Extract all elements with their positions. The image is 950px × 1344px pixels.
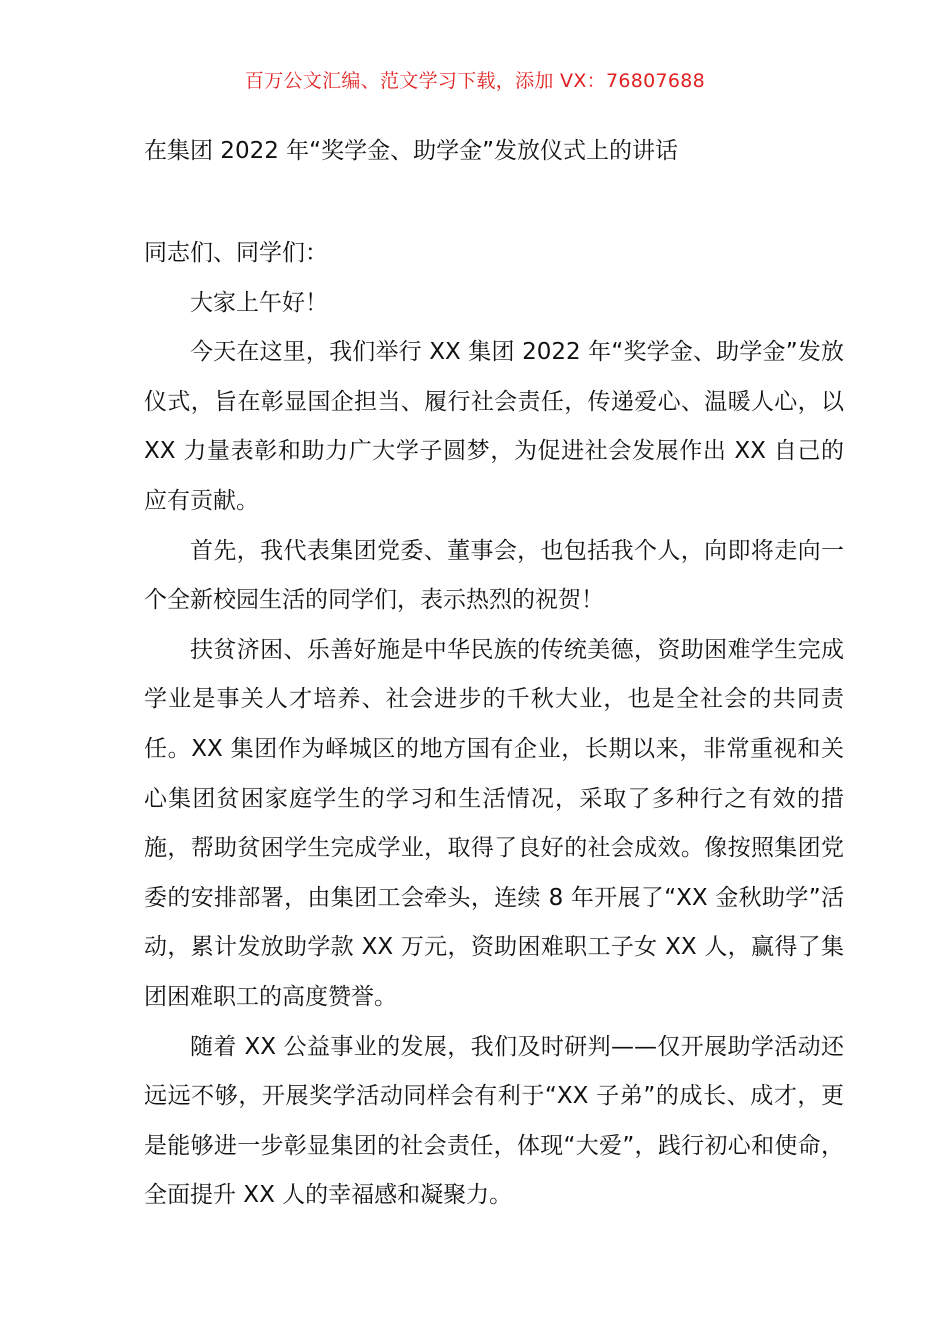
paragraph-greeting: 大家上午好！ [190, 289, 328, 316]
salutation: 同志们、同学们： [144, 240, 328, 266]
document-body [144, 229, 844, 1221]
paragraph-background: 扶贫济困、乐善好施是中华民族的传统美德，资助困难学生完成学业是事关人才培养、社会进步的千秋大业，也是全社会的共同责任。XX 集团作为峄城区的地方国有企业，长期以来，非常重视和关心集团贫困家庭学生的学习和生活情况，采取了多种行之有效的措施，帮助贫困学生完成学业，取得了良好的社会成效。像按照集团党委的安排部署，由集团工会牵头，连续 8 年开展了“XX 金秋助学”活动，累计发放助学款 XX 万元，资助困难职工子女 XX 人，赢得了集团困难职工的高度赞誉。 [144, 636, 844, 1010]
header-watermark-note: 百万公文汇编、范文学习下载，添加 VX：76807688 [244, 70, 706, 92]
document-title: 在集团 2022 年“奖学金、助学金”发放仪式上的讲话 [144, 138, 678, 164]
paragraph-congratulations: 首先，我代表集团党委、董事会，也包括我个人，向即将走向一个全新校园生活的同学们，表示热烈的祝贺！ [144, 537, 844, 614]
paragraph-development: 随着 XX 公益事业的发展，我们及时研判——仅开展助学活动还远远不够，开展奖学活动同样会有利于“XX 子弟”的成长、成才，更是能够进一步彰显集团的社会责任，体现“大爱”，践行初心和使命，全面提升 XX 人的幸福感和凝聚力。 [144, 1033, 844, 1209]
paragraph-purpose: 今天在这里，我们举行 XX 集团 2022 年“奖学金、助学金”发放仪式，旨在彰显国企担当、履行社会责任，传递爱心、温暖人心，以 XX 力量表彰和助力广大学子圆梦，为促进社会发展作出 XX 自己的应有贡献。 [144, 339, 844, 514]
